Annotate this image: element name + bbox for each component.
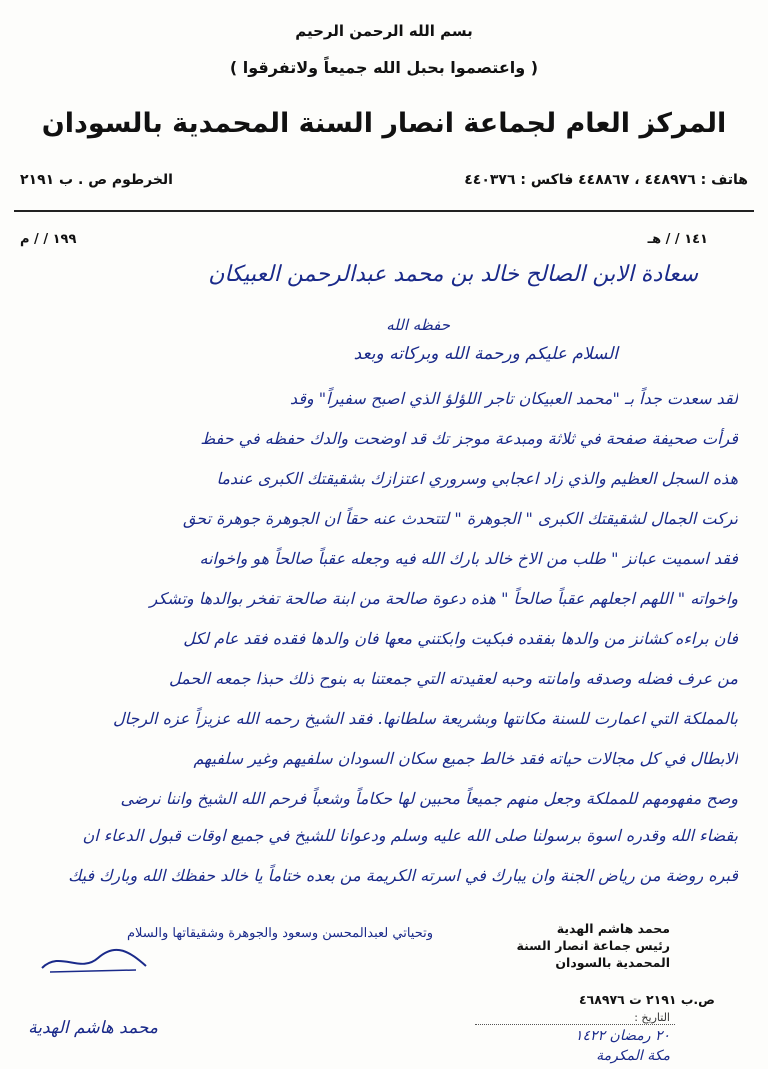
organization-name: المركز العام لجماعة انصار السنة المحمدية بالسودان [41,108,727,139]
verse: ( واعتصموا بحبل الله جميعاً ولاتفرقوا ) [229,58,539,77]
date-underline [475,1024,675,1025]
body-line: بالمملكة التي اعمارت للسنة مكانتها وبشريعة سلطانها. فقد الشيخ رحمه الله عزيزاً عزه الرجال [112,709,738,728]
closing: وتحياتي لعبدالمحسن وسعود والجوهرة وشقيقاتها والسلام [126,926,433,941]
body-line: قرأت صحيفة صفحة في ثلاثة ومبدعة موجز تك قد اوضحت والدك حفظه في حفظ [200,429,738,448]
body-line: وصح مفهومهم للمملكة وجعل منهم جميعاً محبين لها حكاماً وشعباً فرحم الله الشيخ واننا نرضى [120,789,738,808]
date-label: التاريخ : [634,1011,670,1024]
signer-title-2: المحمدية بالسودان [555,955,670,970]
signer-po-phone: ص.ب ٢١٩١ ت ٤٦٨٩٧٦ [578,992,715,1007]
date-row [20,232,748,254]
body-line: قبره روضة من رياض الجنة وان يبارك في اسرته الكريمة من بعده ختاماً يا خالد حفظك الله وبارك فيك [68,866,738,885]
body-line: الابطال في كل مجالات حياته فقد خالط جميع سكان السودان سلفيهم وغير سلفيهم [193,749,738,768]
body-line: لقد سعدت جداً بـ "محمد العبيكان تاجر اللؤلؤ الذي اصبح سفيراً" وقد [289,389,738,408]
body-line: واخواته " اللهم اجعلهم عقباً صالحاً " هذه دعوة صالحة من ابنة صالحة تفخر بوالدها وتشكر [149,589,738,608]
po-box: الخرطوم ص . ب ٢١٩١ [20,172,173,188]
hijri-date: ١٤١ / / هـ [647,232,708,247]
phone-fax: هاتف : ٤٤٨٩٧٦ ، ٤٤٨٨٦٧ فاكس : ٤٤٠٣٧٦ [464,172,748,188]
signer-title-1: رئيس جماعة انصار السنة [516,938,670,953]
hafizahu: حفظه الله [386,316,450,334]
signature-place: مكة المكرمة [596,1048,670,1064]
signature-flourish [40,948,150,976]
body-line: فقد اسميت عبانز " طلب من الاخ خالد بارك الله فيه وجعله عقباً صالحاً هو واخوانه [199,549,738,568]
greeting: السلام عليكم ورحمة الله وبركاته وبعد [353,344,618,364]
body-line: فان براءه كشانز من والدها بفقده فبكيت وابكتني معها فان والدها فقده فقد عام لكل [183,629,738,648]
handwritten-signature: محمد هاشم الهدية [28,1018,158,1038]
signer-name: محمد هاشم الهدية [556,921,670,936]
signature-date: ٢٠ رمضان ١٤٢٢ [575,1028,670,1044]
body-line: تركت الجمال لشقيقتك الكبرى " الجوهرة " لتتحدث عنه حقاً ان الجوهرة جوهرة تحق [182,509,738,528]
body-line: بقضاء الله وقدره اسوة برسولنا صلى الله عليه وسلم ودعوانا للشيخ في جميع اوقات قبول الدعاء ان [82,826,738,845]
gregorian-date: ١٩٩ / / م [20,232,77,247]
basmala: بسم الله الرحمن الرحيم [295,22,473,40]
body-line: هذه السجل العظيم والذي زاد اعجابي وسروري اعتزازك بشقيقتك الكبرى عندما [216,469,738,488]
header-rule [14,210,754,212]
signature-stamp [470,920,670,971]
contact-row [20,172,748,196]
body-line: من عرف فضله وصدقه وامانته وحبه لعقيدته التي جمعتنا به بنوح ذلك حبذا جمعه الحمل [169,669,738,688]
recipient: سعادة الابن الصالح خالد بن محمد عبدالرحمن العبيكان [208,262,698,287]
